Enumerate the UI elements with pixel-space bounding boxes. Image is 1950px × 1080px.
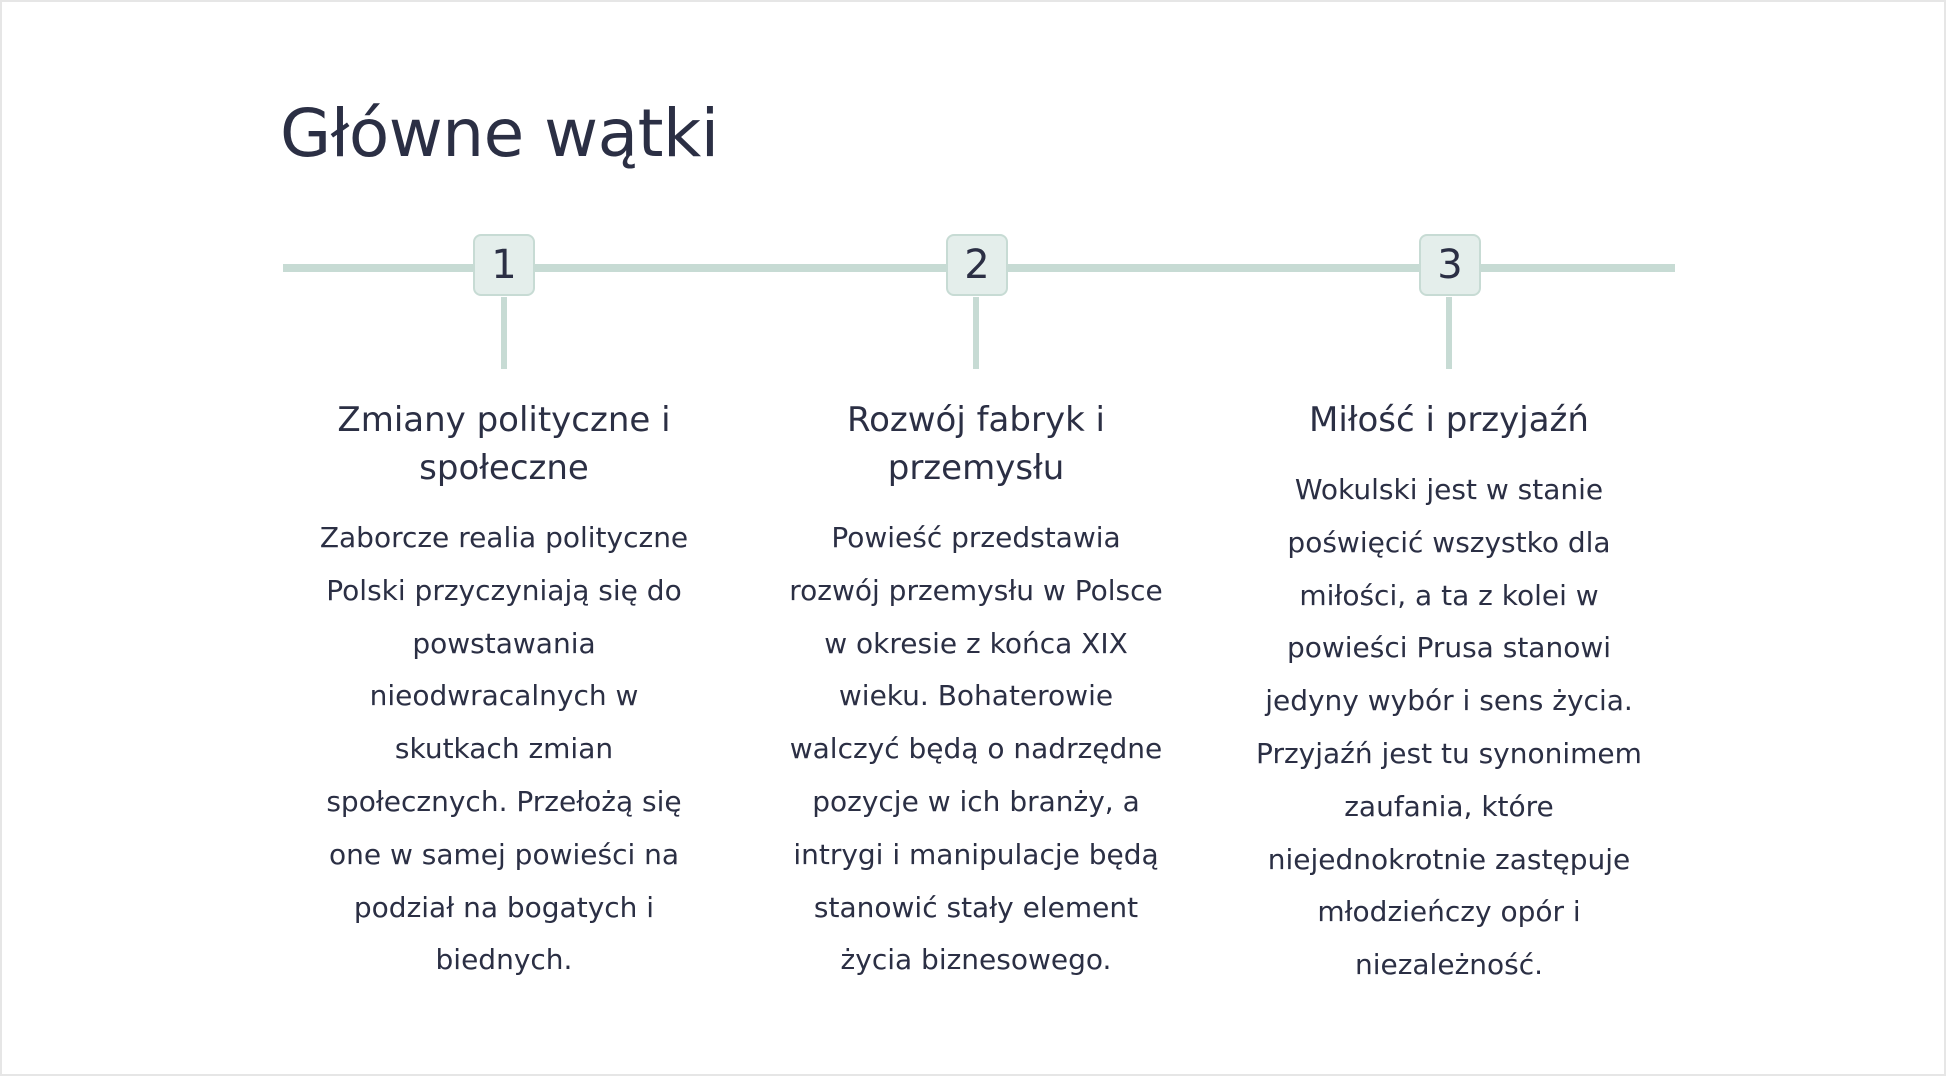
body-line: młodzieńczy opór i bbox=[1317, 895, 1581, 929]
step-number-1: 1 bbox=[473, 234, 535, 296]
heading-line: Rozwój fabryk i bbox=[846, 400, 1106, 440]
body-line: rozwój przemysłu w Polsce bbox=[789, 573, 1163, 607]
body-line: nieodwracalnych w bbox=[369, 679, 639, 713]
body-line: pozycje w ich branży, a bbox=[812, 784, 1140, 818]
body-line: Zaborcze realia polityczne bbox=[319, 521, 689, 554]
body-line: życia biznesowego. bbox=[840, 943, 1112, 977]
theme-heading-1 bbox=[299, 396, 709, 492]
theme-column-2 bbox=[771, 396, 1181, 987]
body-line: walczyć będą o nadrzędne bbox=[789, 732, 1163, 766]
heading-line: Miłość i przyjaźń bbox=[1309, 400, 1589, 440]
theme-description-3 bbox=[1244, 464, 1654, 992]
body-line: niejednokrotnie zastępuje bbox=[1267, 842, 1631, 876]
step-number-2: 2 bbox=[946, 234, 1008, 296]
body-line: poświęcić wszystko dla bbox=[1287, 525, 1611, 559]
step-number-3: 3 bbox=[1419, 234, 1481, 296]
body-line: Powieść przedstawia bbox=[831, 521, 1121, 554]
body-line: one w samej powieści na bbox=[328, 837, 680, 871]
body-line: miłości, a ta z kolei w bbox=[1299, 578, 1599, 612]
theme-description-1 bbox=[299, 512, 709, 987]
timeline-connector-2 bbox=[973, 297, 979, 369]
slide-title: Główne wątki bbox=[280, 95, 719, 172]
theme-column-1 bbox=[299, 396, 709, 987]
body-line: wieku. Bohaterowie bbox=[838, 679, 1114, 713]
body-line: w okresie z końca XIX bbox=[824, 626, 1128, 660]
body-line: powstawania bbox=[412, 626, 596, 660]
body-line: powieści Prusa stanowi bbox=[1286, 631, 1612, 665]
heading-line: przemysłu bbox=[887, 448, 1065, 488]
theme-column-3 bbox=[1244, 396, 1654, 992]
timeline-connector-3 bbox=[1446, 297, 1452, 369]
body-line: podział na bogatych i bbox=[353, 890, 655, 924]
body-line: Wokulski jest w stanie bbox=[1294, 473, 1604, 506]
body-line: społecznych. Przełożą się bbox=[326, 784, 682, 818]
body-line: jedyny wybór i sens życia. bbox=[1265, 684, 1633, 718]
heading-line: Zmiany polityczne i bbox=[337, 400, 671, 440]
body-line: zaufania, które bbox=[1344, 789, 1554, 823]
timeline-connector-1 bbox=[501, 297, 507, 369]
body-line: stanowić stały element bbox=[813, 890, 1139, 924]
body-line: niezależność. bbox=[1354, 948, 1544, 982]
theme-heading-3 bbox=[1244, 396, 1654, 444]
body-line: Polski przyczyniają się do bbox=[326, 573, 682, 607]
body-line: intrygi i manipulacje będą bbox=[793, 837, 1159, 871]
body-line: skutkach zmian bbox=[394, 732, 614, 766]
theme-heading-2 bbox=[771, 396, 1181, 492]
body-line: Przyjaźń jest tu synonimem bbox=[1256, 736, 1642, 770]
theme-description-2 bbox=[771, 512, 1181, 987]
body-line: biednych. bbox=[435, 943, 573, 977]
heading-line: społeczne bbox=[419, 448, 589, 488]
